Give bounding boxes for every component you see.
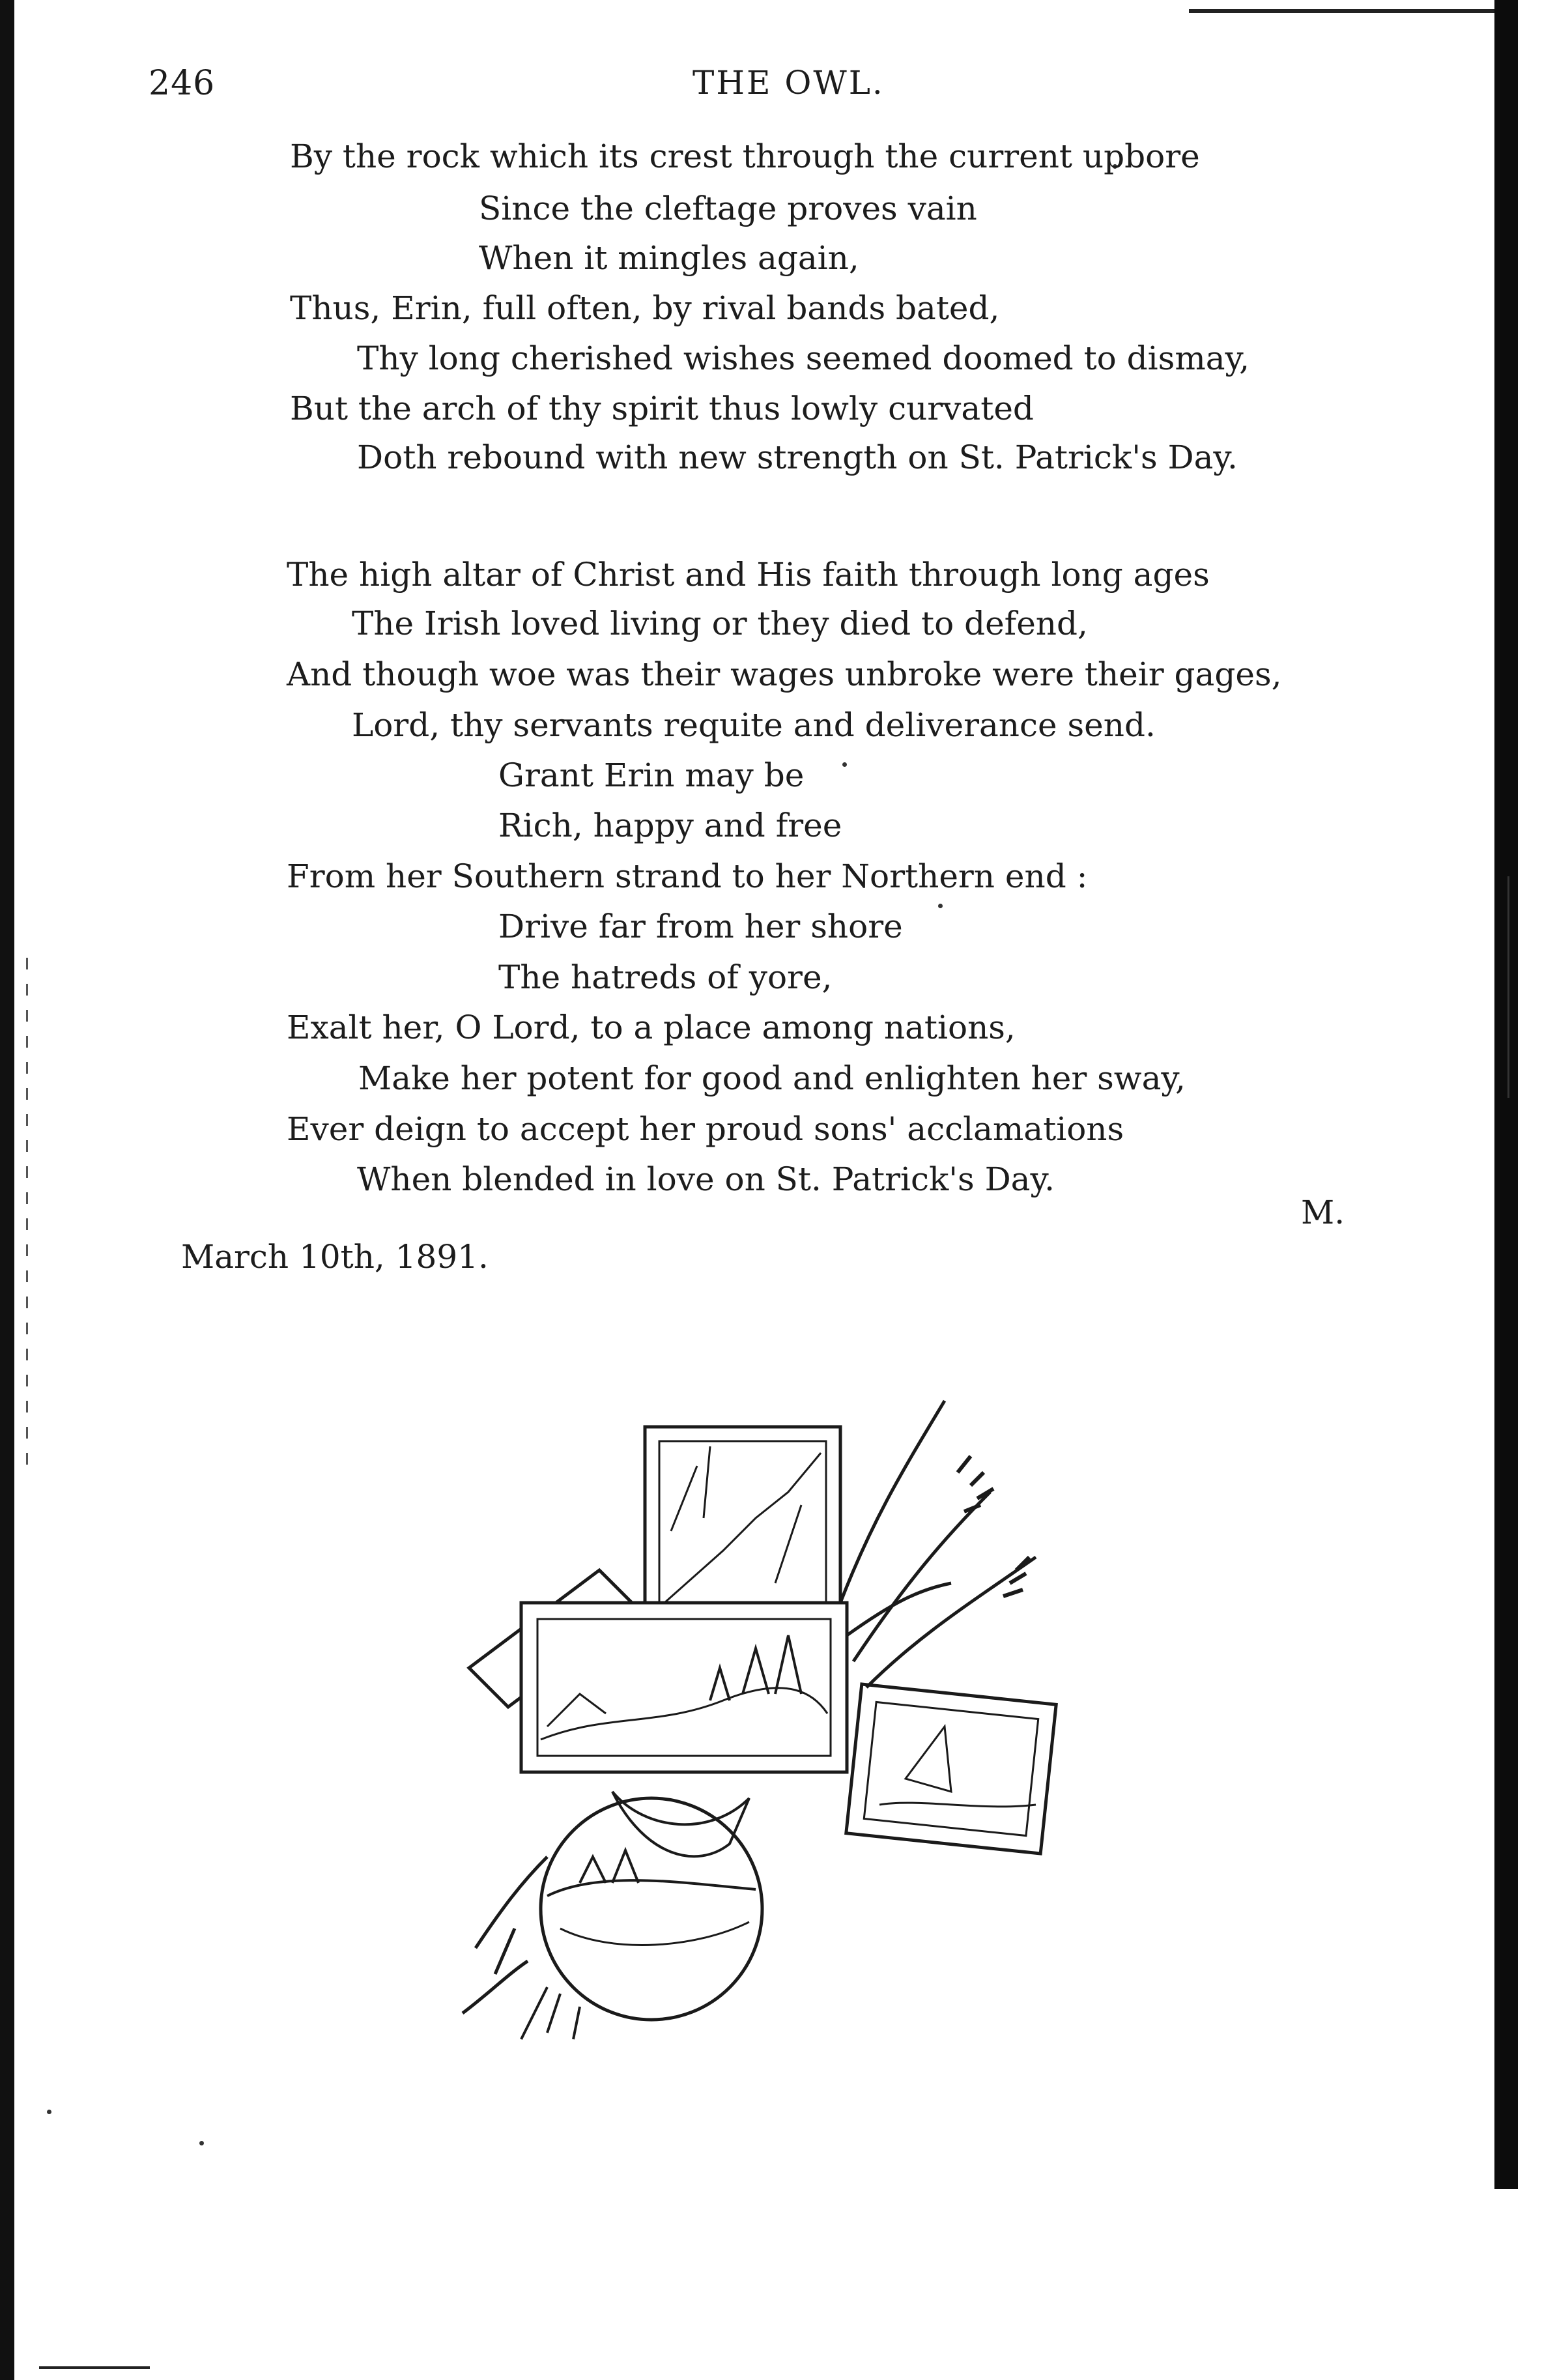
author-signature: M. [1301,1194,1345,1231]
poem-line: The high altar of Christ and His faith through long ages [287,556,1210,594]
poem-line: Thy long cherished wishes seemed doomed to dismay, [357,339,1250,377]
poem-line: Grant Erin may be [498,756,805,794]
left-page-edge [0,0,14,2380]
poem-line: Doth rebound with new strength on St. Patrick's Day. [357,438,1238,476]
poem-line: Thus, Erin, full often, by rival bands bated, [290,289,1000,327]
speck [199,2141,204,2145]
poem-line: Lord, thy servants requite and deliverance send. [352,706,1156,744]
edge-mark [1507,876,1509,1098]
edge-mark [26,958,28,1479]
poem-line: Rich, happy and free [498,807,842,844]
speck [938,904,943,908]
poem-line: And though woe was their wages unbroke were their gages, [287,655,1282,693]
framed-landscapes-vignette-icon [450,1388,1075,2046]
poem-line: But the arch of thy spirit thus lowly curvated [290,390,1034,427]
poem-line: Ever deign to accept her proud sons' acclamations [287,1110,1124,1148]
top-rule [1189,9,1500,13]
poem-line: Since the cleftage proves vain [479,190,977,227]
right-page-edge [1494,0,1518,2189]
dateline: March 10th, 1891. [181,1238,489,1276]
poem-line: By the rock which its crest through the current upbore [290,137,1200,175]
running-title: THE OWL. [692,64,885,102]
page-number: 246 [149,64,216,103]
bottom-rule [39,2366,150,2369]
speck [47,2110,51,2114]
poem-line: The Irish loved living or they died to defend, [352,605,1088,642]
speck [842,762,847,767]
poem-line: The hatreds of yore, [498,958,833,996]
poem-line: Exalt her, O Lord, to a place among nations, [287,1009,1016,1046]
poem-line: When blended in love on St. Patrick's Day. [357,1160,1055,1198]
poem-line: When it mingles again, [479,239,859,277]
poem-line: From her Southern strand to her Northern end : [287,857,1088,895]
poem-line: Drive far from her shore [498,908,903,945]
poem-line: Make her potent for good and enlighten her sway, [358,1059,1186,1097]
